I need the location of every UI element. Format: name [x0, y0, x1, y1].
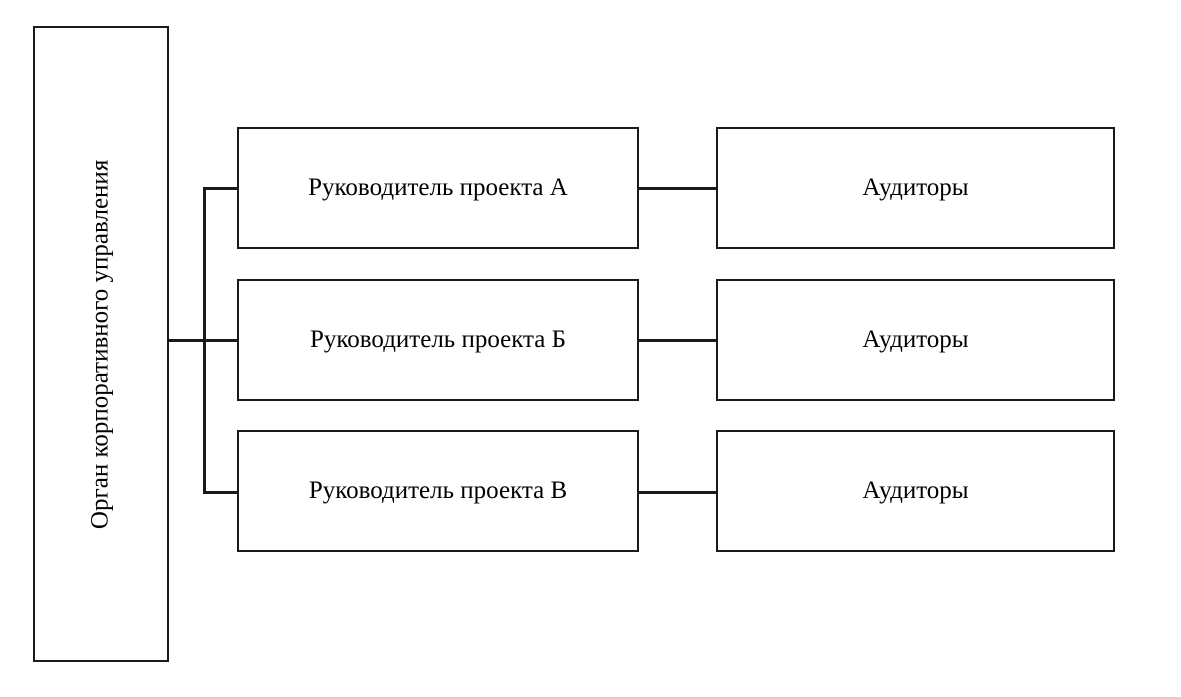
node-label: Руководитель проекта В [308, 476, 568, 504]
node-label: Аудиторы [862, 325, 969, 353]
node-label: Аудиторы [862, 476, 969, 504]
connector-manager-a-to-auditors [637, 187, 718, 190]
node-label: Орган корпоративного управления [86, 159, 114, 529]
node-project-manager-a [237, 127, 639, 249]
node-auditors-c [716, 430, 1115, 552]
connector-manager-c-to-auditors [637, 491, 718, 494]
node-project-manager-b [237, 279, 639, 401]
node-auditors-b [716, 279, 1115, 401]
node-project-manager-c [237, 430, 639, 552]
connector-branch-3 [203, 491, 239, 494]
connector-branch-2 [203, 339, 239, 342]
node-label: Аудиторы [862, 173, 969, 201]
connector-root-trunk [169, 339, 205, 342]
node-corporate-governance-body [33, 26, 169, 662]
connector-manager-b-to-auditors [637, 339, 718, 342]
connector-branch-1 [203, 187, 239, 190]
node-auditors-a [716, 127, 1115, 249]
node-label: Руководитель проекта Б [310, 325, 566, 353]
node-label: Руководитель проекта А [308, 173, 568, 201]
